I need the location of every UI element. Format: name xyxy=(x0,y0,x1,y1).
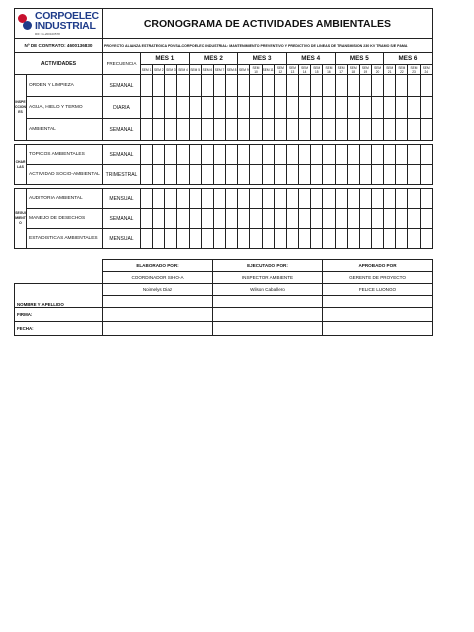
week-header-4: SEM 4 xyxy=(177,65,189,75)
month-header-5: MES 5 xyxy=(335,53,384,65)
schedule-cell[interactable] xyxy=(238,165,250,185)
schedule-cell[interactable] xyxy=(189,165,201,185)
group-label: CHARLAS xyxy=(15,145,27,185)
schedule-cell[interactable] xyxy=(141,97,153,119)
schedule-cell[interactable] xyxy=(371,75,383,97)
schedule-cell[interactable] xyxy=(262,145,274,165)
schedule-cell[interactable] xyxy=(299,189,311,209)
schedule-cell[interactable] xyxy=(299,165,311,185)
schedule-cell[interactable] xyxy=(299,209,311,229)
schedule-cell[interactable] xyxy=(274,229,286,249)
activity-frequency: MENSUAL xyxy=(103,229,141,249)
contract-number: Nº DE CONTRATO: 4600136830 xyxy=(15,39,103,53)
schedule-cell[interactable] xyxy=(153,189,165,209)
week-header-16: SEM 16 xyxy=(323,65,335,75)
schedule-cell[interactable] xyxy=(262,97,274,119)
schedule-cell[interactable] xyxy=(213,119,225,141)
week-header-15: SEM 15 xyxy=(311,65,323,75)
activity-name: ORDEN Y LIMPIEZA xyxy=(27,75,103,97)
schedule-cell[interactable] xyxy=(371,165,383,185)
schedule-cell[interactable] xyxy=(201,209,213,229)
activity-frequency: SEMANAL xyxy=(103,145,141,165)
schedule-cell[interactable] xyxy=(262,209,274,229)
company-logo-icon xyxy=(18,14,32,34)
document-title: CRONOGRAMA DE ACTIVIDADES AMBIENTALES xyxy=(103,9,433,39)
activity-row xyxy=(15,209,433,229)
activity-name: ESTADISTICAS AMBIENTALES xyxy=(27,229,103,249)
schedule-cell[interactable] xyxy=(201,145,213,165)
week-header-19: SEM 19 xyxy=(359,65,371,75)
name-executed[interactable]: Wilson Caballero xyxy=(213,284,323,296)
schedule-cell[interactable] xyxy=(396,165,408,185)
schedule-cell[interactable] xyxy=(286,165,298,185)
name-elaborated[interactable]: Noimelys Diaz xyxy=(103,284,213,296)
schedule-cell[interactable] xyxy=(323,97,335,119)
week-header-7: SEM 7 xyxy=(213,65,225,75)
schedule-cell[interactable] xyxy=(165,165,177,185)
name-row-label: NOMBRE Y APELLIDO xyxy=(15,284,103,308)
schedule-cell[interactable] xyxy=(226,97,238,119)
schedule-cell[interactable] xyxy=(396,229,408,249)
schedule-cell[interactable] xyxy=(213,189,225,209)
schedule-cell[interactable] xyxy=(250,229,262,249)
schedule-cell[interactable] xyxy=(189,119,201,141)
schedule-cell[interactable] xyxy=(311,119,323,141)
schedule-cell[interactable] xyxy=(141,75,153,97)
schedule-cell[interactable] xyxy=(359,119,371,141)
schedule-cell[interactable] xyxy=(396,119,408,141)
activity-row xyxy=(15,119,433,141)
schedule-cell[interactable] xyxy=(323,165,335,185)
week-header-3: SEM 3 xyxy=(165,65,177,75)
schedule-cell[interactable] xyxy=(359,75,371,97)
schedule-cell[interactable] xyxy=(396,209,408,229)
date-approved[interactable] xyxy=(323,322,433,336)
schedule-cell[interactable] xyxy=(177,189,189,209)
schedule-cell[interactable] xyxy=(141,165,153,185)
signature-table xyxy=(14,259,433,336)
schedule-cell[interactable] xyxy=(213,229,225,249)
schedule-cell[interactable] xyxy=(371,145,383,165)
schedule-cell[interactable] xyxy=(371,189,383,209)
schedule-cell[interactable] xyxy=(359,145,371,165)
approved-by-header: APROBADO POR xyxy=(323,260,433,272)
schedule-cell[interactable] xyxy=(384,75,396,97)
schedule-cell[interactable] xyxy=(165,209,177,229)
schedule-cell[interactable] xyxy=(141,119,153,141)
schedule-cell[interactable] xyxy=(213,97,225,119)
group-label: INSPECCIONES xyxy=(15,75,27,141)
schedule-cell[interactable] xyxy=(226,209,238,229)
schedule-cell[interactable] xyxy=(323,119,335,141)
week-header-5: SEM 5 xyxy=(189,65,201,75)
schedule-cell[interactable] xyxy=(311,189,323,209)
schedule-cell[interactable] xyxy=(347,145,359,165)
schedule-cell[interactable] xyxy=(165,75,177,97)
schedule-cell[interactable] xyxy=(408,189,420,209)
schedule-cell[interactable] xyxy=(335,97,347,119)
schedule-cell[interactable] xyxy=(347,189,359,209)
schedule-cell[interactable] xyxy=(359,209,371,229)
activity-name: TOPICOS AMBIENTALES xyxy=(27,145,103,165)
logo-tagline: RIF: G-200100578 xyxy=(35,32,60,36)
activity-frequency: SEMANAL xyxy=(103,209,141,229)
role-approved: GERENTE DE PROYECTO xyxy=(323,272,433,284)
schedule-cell[interactable] xyxy=(384,145,396,165)
schedule-cell[interactable] xyxy=(347,97,359,119)
executed-by-header: EJECUTADO POR: xyxy=(213,260,323,272)
schedule-cell[interactable] xyxy=(420,97,432,119)
schedule-cell[interactable] xyxy=(189,209,201,229)
schedule-cell[interactable] xyxy=(299,145,311,165)
signature-corner-2 xyxy=(15,272,103,284)
schedule-cell[interactable] xyxy=(384,209,396,229)
month-header-2: MES 2 xyxy=(189,53,238,65)
schedule-cell[interactable] xyxy=(226,229,238,249)
schedule-cell[interactable] xyxy=(274,209,286,229)
week-header-13: SEM 13 xyxy=(286,65,298,75)
schedule-cell[interactable] xyxy=(250,75,262,97)
schedule-cell[interactable] xyxy=(396,145,408,165)
week-header-18: SEM 18 xyxy=(347,65,359,75)
schedule-cell[interactable] xyxy=(286,97,298,119)
schedule-cell[interactable] xyxy=(201,165,213,185)
schedule-cell[interactable] xyxy=(311,75,323,97)
project-description: PROYECTO ALIANZA ESTRATEGICA PDVSA-CORPOELEC INDUSTRIAL: MANTENIMIENTO PREVENTIVO Y PREDICTIVO DE LINEAS DE TRANSMISION 230 KV TRAMO S/E PAMA xyxy=(103,39,433,53)
schedule-cell[interactable] xyxy=(420,189,432,209)
week-header-2: SEM 2 xyxy=(153,65,165,75)
schedule-cell[interactable] xyxy=(189,145,201,165)
schedule-cell[interactable] xyxy=(335,209,347,229)
schedule-cell[interactable] xyxy=(153,229,165,249)
signature-row-label: FIRMA: xyxy=(15,308,103,322)
schedule-cell[interactable] xyxy=(189,97,201,119)
schedule-cell[interactable] xyxy=(408,75,420,97)
week-header-24: SEM 24 xyxy=(420,65,432,75)
schedule-cell[interactable] xyxy=(371,119,383,141)
schedule-cell[interactable] xyxy=(311,165,323,185)
schedule-cell[interactable] xyxy=(286,75,298,97)
schedule-cell[interactable] xyxy=(250,145,262,165)
schedule-cell[interactable] xyxy=(311,97,323,119)
signature-elaborated[interactable] xyxy=(103,308,213,322)
month-header-4: MES 4 xyxy=(286,53,335,65)
schedule-cell[interactable] xyxy=(420,165,432,185)
schedule-cell[interactable] xyxy=(335,229,347,249)
schedule-cell[interactable] xyxy=(141,145,153,165)
schedule-cell[interactable] xyxy=(262,229,274,249)
schedule-cell[interactable] xyxy=(323,145,335,165)
week-header-11: SEM 11 xyxy=(262,65,274,75)
schedule-cell[interactable] xyxy=(274,165,286,185)
schedule-cell[interactable] xyxy=(335,119,347,141)
schedule-cell[interactable] xyxy=(274,97,286,119)
schedule-cell[interactable] xyxy=(262,75,274,97)
month-header-6: MES 6 xyxy=(384,53,433,65)
month-header-1: MES 1 xyxy=(141,53,190,65)
activities-header: ACTIVIDADES xyxy=(15,53,103,75)
schedule-cell[interactable] xyxy=(153,119,165,141)
schedule-cell[interactable] xyxy=(408,165,420,185)
schedule-cell[interactable] xyxy=(165,189,177,209)
schedule-cell[interactable] xyxy=(323,75,335,97)
month-header-3: MES 3 xyxy=(238,53,287,65)
schedule-cell[interactable] xyxy=(359,229,371,249)
schedule-cell[interactable] xyxy=(286,145,298,165)
activity-name: AMBIENTAL xyxy=(27,119,103,141)
activity-name: AUDITORIA AMBIENTAL xyxy=(27,189,103,209)
week-header-1: SEM 1 xyxy=(141,65,153,75)
activity-name: AGUA, HIELO Y TERMO xyxy=(27,97,103,119)
schedule-cell[interactable] xyxy=(299,119,311,141)
name-executed-extra[interactable] xyxy=(213,296,323,308)
schedule-cell[interactable] xyxy=(408,229,420,249)
week-header-9: SEM 9 xyxy=(238,65,250,75)
schedule-cell[interactable] xyxy=(274,119,286,141)
schedule-cell[interactable] xyxy=(347,229,359,249)
schedule-cell[interactable] xyxy=(177,75,189,97)
schedule-cell[interactable] xyxy=(347,165,359,185)
schedule-cell[interactable] xyxy=(286,119,298,141)
activity-row xyxy=(15,97,433,119)
schedule-cell[interactable] xyxy=(177,97,189,119)
schedule-cell[interactable] xyxy=(299,97,311,119)
schedule-cell[interactable] xyxy=(165,145,177,165)
schedule-cell[interactable] xyxy=(323,189,335,209)
schedule-cell[interactable] xyxy=(371,97,383,119)
schedule-cell[interactable] xyxy=(238,119,250,141)
schedule-cell[interactable] xyxy=(226,189,238,209)
schedule-cell[interactable] xyxy=(311,209,323,229)
activity-frequency: MENSUAL xyxy=(103,189,141,209)
schedule-cell[interactable] xyxy=(286,229,298,249)
schedule-cell[interactable] xyxy=(226,75,238,97)
week-header-17: SEM 17 xyxy=(335,65,347,75)
schedule-cell[interactable] xyxy=(201,229,213,249)
elaborated-by-header: ELABORADO POR: xyxy=(103,260,213,272)
schedule-cell[interactable] xyxy=(250,119,262,141)
schedule-table xyxy=(14,8,433,249)
activity-row xyxy=(15,145,433,165)
date-executed[interactable] xyxy=(213,322,323,336)
schedule-cell[interactable] xyxy=(274,189,286,209)
name-elaborated-extra[interactable] xyxy=(103,296,213,308)
schedule-cell[interactable] xyxy=(153,165,165,185)
schedule-cell[interactable] xyxy=(141,189,153,209)
date-elaborated[interactable] xyxy=(103,322,213,336)
schedule-cell[interactable] xyxy=(359,165,371,185)
group-label: SEGUIMIENTO xyxy=(15,189,27,249)
schedule-cell[interactable] xyxy=(177,119,189,141)
logo-line2: INDUSTRIAL xyxy=(35,20,96,32)
activity-row xyxy=(15,165,433,185)
schedule-cell[interactable] xyxy=(238,189,250,209)
schedule-cell[interactable] xyxy=(238,209,250,229)
schedule-cell[interactable] xyxy=(201,75,213,97)
schedule-cell[interactable] xyxy=(153,145,165,165)
schedule-cell[interactable] xyxy=(262,189,274,209)
schedule-cell[interactable] xyxy=(141,229,153,249)
schedule-cell[interactable] xyxy=(384,165,396,185)
activity-row xyxy=(15,189,433,209)
schedule-cell[interactable] xyxy=(226,165,238,185)
schedule-cell[interactable] xyxy=(250,189,262,209)
schedule-cell[interactable] xyxy=(250,209,262,229)
activity-schedule-sheet xyxy=(14,8,432,336)
activity-frequency: SEMANAL xyxy=(103,75,141,97)
schedule-cell[interactable] xyxy=(396,97,408,119)
signature-corner xyxy=(15,260,103,272)
schedule-cell[interactable] xyxy=(153,75,165,97)
schedule-cell[interactable] xyxy=(189,229,201,249)
schedule-cell[interactable] xyxy=(408,209,420,229)
schedule-cell[interactable] xyxy=(165,229,177,249)
week-header-8: SEM 8 xyxy=(226,65,238,75)
week-header-21: SEM 21 xyxy=(384,65,396,75)
schedule-cell[interactable] xyxy=(384,97,396,119)
activity-frequency: DIARIA xyxy=(103,97,141,119)
activity-frequency: TRIMESTRAL xyxy=(103,165,141,185)
schedule-cell[interactable] xyxy=(420,229,432,249)
activity-frequency: SEMANAL xyxy=(103,119,141,141)
schedule-cell[interactable] xyxy=(226,145,238,165)
role-elaborated: COORDINADOR SIHO-A xyxy=(103,272,213,284)
role-executed: INSPECTOR AMBIENTE xyxy=(213,272,323,284)
schedule-cell[interactable] xyxy=(262,119,274,141)
schedule-cell[interactable] xyxy=(177,145,189,165)
schedule-cell[interactable] xyxy=(311,145,323,165)
schedule-cell[interactable] xyxy=(286,209,298,229)
schedule-cell[interactable] xyxy=(201,189,213,209)
schedule-cell[interactable] xyxy=(359,189,371,209)
schedule-cell[interactable] xyxy=(201,97,213,119)
schedule-cell[interactable] xyxy=(420,209,432,229)
schedule-cell[interactable] xyxy=(384,119,396,141)
schedule-cell[interactable] xyxy=(299,229,311,249)
schedule-cell[interactable] xyxy=(359,97,371,119)
schedule-cell[interactable] xyxy=(323,209,335,229)
date-row-label: FECHA: xyxy=(15,322,103,336)
schedule-cell[interactable] xyxy=(250,97,262,119)
schedule-cell[interactable] xyxy=(286,189,298,209)
schedule-cell[interactable] xyxy=(347,209,359,229)
schedule-cell[interactable] xyxy=(262,165,274,185)
schedule-cell[interactable] xyxy=(238,145,250,165)
activity-name: ACTIVIDAD SOCIO-AMBIENTAL xyxy=(27,165,103,185)
schedule-cell[interactable] xyxy=(213,145,225,165)
schedule-cell[interactable] xyxy=(141,209,153,229)
schedule-cell[interactable] xyxy=(238,75,250,97)
schedule-cell[interactable] xyxy=(189,189,201,209)
schedule-cell[interactable] xyxy=(384,189,396,209)
schedule-cell[interactable] xyxy=(177,165,189,185)
schedule-cell[interactable] xyxy=(371,209,383,229)
schedule-cell[interactable] xyxy=(153,209,165,229)
activity-row xyxy=(15,75,433,97)
week-header-14: SEM 14 xyxy=(299,65,311,75)
schedule-cell[interactable] xyxy=(384,229,396,249)
name-approved-extra[interactable] xyxy=(323,296,433,308)
schedule-cell[interactable] xyxy=(177,229,189,249)
schedule-cell[interactable] xyxy=(420,75,432,97)
schedule-cell[interactable] xyxy=(201,119,213,141)
schedule-cell[interactable] xyxy=(153,97,165,119)
schedule-cell[interactable] xyxy=(335,75,347,97)
week-header-23: SEM 23 xyxy=(408,65,420,75)
schedule-cell[interactable] xyxy=(408,145,420,165)
schedule-cell[interactable] xyxy=(299,75,311,97)
schedule-cell[interactable] xyxy=(189,75,201,97)
schedule-cell[interactable] xyxy=(396,75,408,97)
schedule-cell[interactable] xyxy=(250,165,262,185)
logo-cell xyxy=(15,9,103,39)
schedule-cell[interactable] xyxy=(335,145,347,165)
frequency-header: FRECUENCIA xyxy=(103,53,141,75)
schedule-cell[interactable] xyxy=(213,165,225,185)
week-header-10: SEM 10 xyxy=(250,65,262,75)
schedule-cell[interactable] xyxy=(396,189,408,209)
signature-executed[interactable] xyxy=(213,308,323,322)
schedule-cell[interactable] xyxy=(335,189,347,209)
schedule-cell[interactable] xyxy=(408,97,420,119)
schedule-cell[interactable] xyxy=(371,229,383,249)
company-logo xyxy=(15,9,102,38)
schedule-cell[interactable] xyxy=(408,119,420,141)
schedule-cell[interactable] xyxy=(347,119,359,141)
schedule-cell[interactable] xyxy=(238,97,250,119)
schedule-cell[interactable] xyxy=(238,229,250,249)
schedule-cell[interactable] xyxy=(311,229,323,249)
name-approved[interactable]: FELICE LUONGO xyxy=(323,284,433,296)
schedule-cell[interactable] xyxy=(213,209,225,229)
week-header-20: SEM 20 xyxy=(371,65,383,75)
activity-row xyxy=(15,229,433,249)
schedule-cell[interactable] xyxy=(420,119,432,141)
week-header-12: SEM 12 xyxy=(274,65,286,75)
week-header-6: SEM 6 xyxy=(201,65,213,75)
schedule-cell[interactable] xyxy=(274,145,286,165)
schedule-cell[interactable] xyxy=(177,209,189,229)
schedule-cell[interactable] xyxy=(165,119,177,141)
schedule-cell[interactable] xyxy=(165,97,177,119)
schedule-cell[interactable] xyxy=(274,75,286,97)
schedule-cell[interactable] xyxy=(420,145,432,165)
activity-name: MANEJO DE DESECHOS xyxy=(27,209,103,229)
logo-line1: CORPOELEC xyxy=(35,10,99,22)
schedule-cell[interactable] xyxy=(323,229,335,249)
week-header-22: SEM 22 xyxy=(396,65,408,75)
schedule-cell[interactable] xyxy=(226,119,238,141)
schedule-cell[interactable] xyxy=(347,75,359,97)
signature-approved[interactable] xyxy=(323,308,433,322)
schedule-cell[interactable] xyxy=(213,75,225,97)
schedule-cell[interactable] xyxy=(335,165,347,185)
